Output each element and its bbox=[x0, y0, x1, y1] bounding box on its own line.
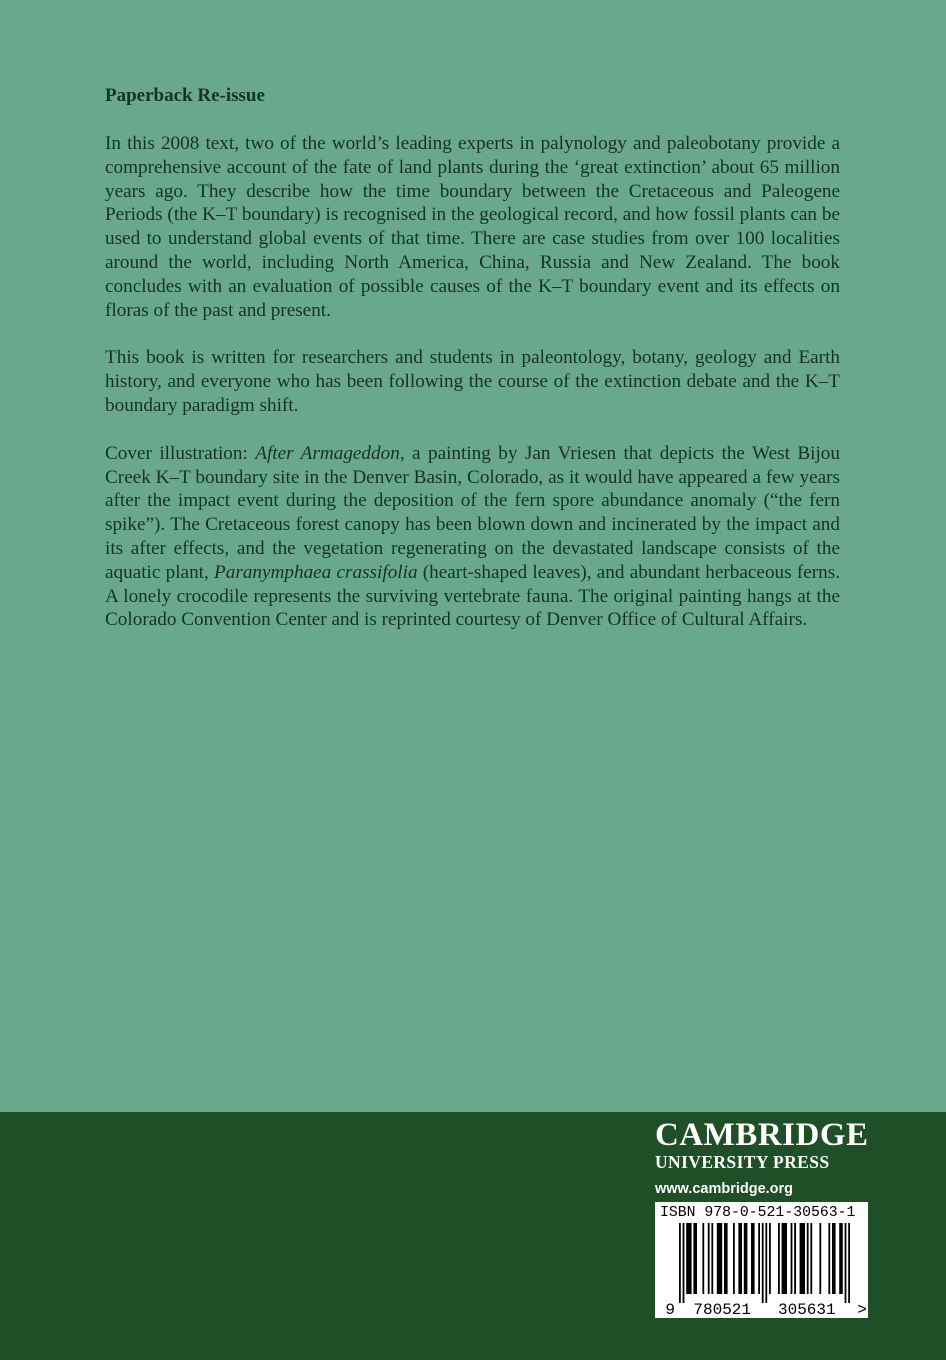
barcode-quiet-zone-marker: > bbox=[857, 1301, 867, 1318]
barcode-digits bbox=[665, 1301, 866, 1318]
barcode-bar bbox=[686, 1223, 691, 1294]
barcode-bar bbox=[717, 1223, 722, 1294]
back-cover-text bbox=[105, 84, 840, 656]
barcode-bar bbox=[711, 1223, 713, 1294]
blurb-paragraph-3 bbox=[105, 442, 840, 632]
blurb-paragraph-1: In this 2008 text, two of the world’s leading experts in palynology and paleobotany provide a comprehensive account of the fate of land plants during the ‘great extinction’ about 65 million years ago. They describe how the time boundary between the Cretaceous and Paleogene Periods (the K–T boundary) is recognised in the geological record, and how fossil plants can be used to understand global events of that time. There are case studies from over 100 localities around the world, including North America, China, Russia and New Zealand. The book concludes with an evaluation of possible causes of the K–T boundary event and its effects on floras of the past and present. bbox=[105, 133, 840, 321]
barcode-bar bbox=[848, 1223, 850, 1303]
barcode-bar bbox=[738, 1223, 742, 1294]
barcode-bar bbox=[778, 1223, 780, 1294]
isbn-barcode bbox=[655, 1202, 868, 1318]
barcode-bar bbox=[819, 1223, 821, 1294]
cover-illustration-text: , a painting by Jan Vriesen that depicts the West Bijou Creek K–T boundary site in the Denver Basin, Colorado, as it would have appeared a few years after the impact event during the deposition of the fern spore abundance anomaly (“the fern spike”). The Cretaceous forest canopy has been blown down and incinerated by the impact and its after effects, and the vegetation regenerating on the devastated landscape consists of the aquatic plant, bbox=[105, 442, 840, 583]
barcode-bar bbox=[708, 1223, 710, 1294]
cover-illustration-lead: Cover illustration: bbox=[105, 442, 256, 464]
publisher-url: www.cambridge.org bbox=[655, 1181, 794, 1197]
barcode-bar bbox=[702, 1223, 704, 1294]
barcode-bar bbox=[751, 1223, 755, 1294]
barcode-bar bbox=[807, 1223, 809, 1294]
barcode-bar bbox=[724, 1223, 728, 1294]
barcode-bar bbox=[744, 1223, 748, 1294]
barcode-bar bbox=[693, 1223, 697, 1294]
barcode-digits-left: 780521 bbox=[693, 1301, 752, 1318]
blurb bbox=[105, 132, 840, 632]
barcode-bar bbox=[733, 1223, 735, 1294]
barcode-bar bbox=[758, 1223, 760, 1294]
barcode-bar bbox=[683, 1223, 685, 1303]
barcode-bar bbox=[800, 1223, 805, 1294]
barcode-bar bbox=[791, 1223, 793, 1294]
isbn-text: ISBN 978-0-521-30563-1 bbox=[660, 1205, 856, 1221]
blurb-paragraph-2: This book is written for researchers and students in paleontology, botany, geology and Earth history, and everyone who has been following the course of the extinction debate and the K–T boundary paradigm shift. bbox=[105, 347, 840, 416]
barcode-bars bbox=[679, 1223, 850, 1303]
barcode-digits-right: 305631 bbox=[777, 1301, 836, 1318]
publisher-name: CAMBRIDGE bbox=[655, 1117, 869, 1153]
barcode-bar bbox=[828, 1223, 830, 1294]
barcode-bar bbox=[839, 1223, 843, 1294]
plant-name: Paranymphaea crassifolia bbox=[214, 561, 418, 583]
barcode-bar bbox=[810, 1223, 812, 1294]
barcode-bar bbox=[832, 1223, 836, 1294]
publisher-logo bbox=[655, 1118, 870, 1198]
barcode-digit-lead: 9 bbox=[665, 1301, 675, 1318]
cover-illustration-text-end: (heart-shaped leaves), and abundant herbaceous ferns. A lonely crocodile represents the surviving vertebrate fauna. The original painting hangs at the Colorado Convention Center and is reprinted courtesy of Denver Office of Cultural Affairs. bbox=[105, 561, 840, 631]
publisher-subtitle: UNIVERSITY PRESS bbox=[655, 1152, 830, 1172]
barcode-bar bbox=[782, 1223, 787, 1294]
barcode-bar bbox=[794, 1223, 796, 1294]
barcode-bar bbox=[845, 1223, 847, 1303]
barcode-bar bbox=[679, 1223, 681, 1303]
barcode-graphic bbox=[655, 1202, 868, 1318]
painting-title: After Armageddon bbox=[255, 442, 400, 464]
barcode-bar bbox=[769, 1223, 771, 1294]
barcode-bar bbox=[765, 1223, 767, 1303]
edition-label: Paperback Re-issue bbox=[105, 85, 265, 106]
barcode-bar bbox=[762, 1223, 764, 1303]
